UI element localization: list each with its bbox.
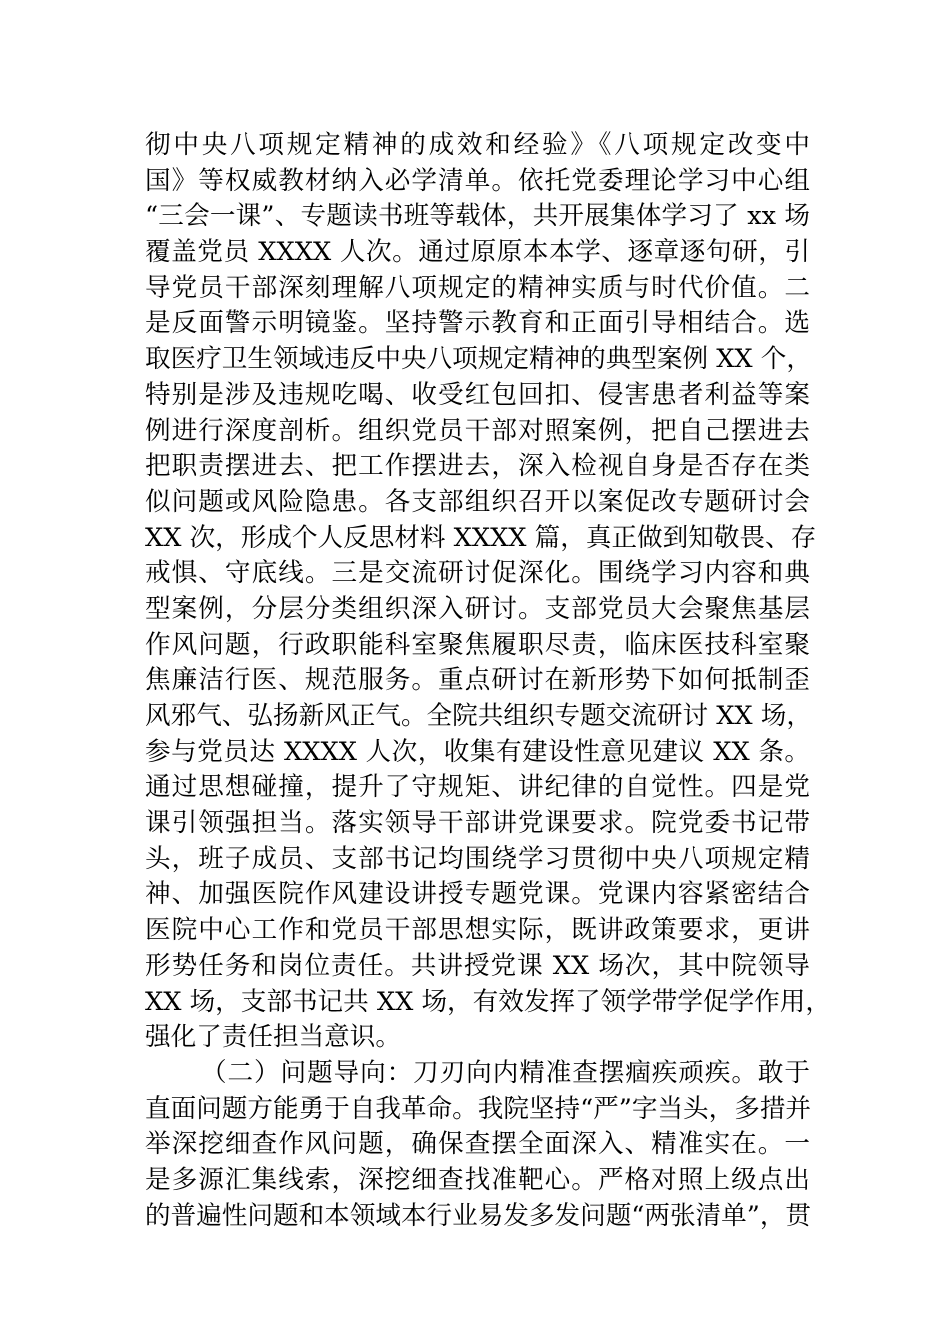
text-line: 取医疗卫生领域违反中央八项规定精神的典型案例 XX 个， xyxy=(145,344,812,375)
text-line: 直面问题方能勇于自我革命。我院坚持“严”字当头，多措并 xyxy=(145,1093,812,1124)
text-line: 头，班子成员、支部书记均围绕学习贯彻中央八项规定精 xyxy=(145,843,810,874)
text-line: 焦廉洁行医、规范服务。重点研讨在新形势下如何抵制歪 xyxy=(145,665,810,696)
text-line: 是多源汇集线索，深挖细查找准靶心。严格对照上级点出 xyxy=(145,1164,810,1195)
text-line: 把职责摆进去、把工作摆进去，深入检视自身是否存在类 xyxy=(145,451,810,482)
text-line: 例进行深度剖析。组织党员干部对照案例，把自己摆进去 xyxy=(145,415,810,446)
text-line: 作风问题，行政职能科室聚焦履职尽责，临床医技科室聚 xyxy=(145,629,810,660)
text-line: 导党员干部深刻理解八项规定的精神实质与时代价值。二 xyxy=(145,272,810,303)
text-line: 参与党员达 XXXX 人次，收集有建设性意见建议 XX 条。 xyxy=(145,736,810,767)
text-line: 覆盖党员 XXXX 人次。通过原原本本学、逐章逐句研，引 xyxy=(145,237,810,268)
text-line: 是反面警示明镜鉴。坚持警示教育和正面引导相结合。选 xyxy=(145,308,810,339)
text-line: XX 次，形成个人反思材料 XXXX 篇，真正做到知敬畏、存 xyxy=(145,522,817,553)
text-line: 戒惧、守底线。三是交流研讨促深化。围绕学习内容和典 xyxy=(145,558,810,589)
text-line: 医院中心工作和党员干部思想实际，既讲政策要求，更讲 xyxy=(145,915,810,946)
text-line: 风邪气、弘扬新风正气。全院共组织专题交流研讨 XX 场， xyxy=(145,701,812,731)
text-line: 特别是涉及违规吃喝、收受红包回扣、侵害患者利益等案 xyxy=(145,379,810,410)
body-text xyxy=(145,128,831,1234)
text-line: 的普遍性问题和本领域本行业易发多发问题“两张清单”，贯 xyxy=(145,1200,812,1231)
text-line: 似问题或风险隐患。各支部组织召开以案促改专题研讨会 xyxy=(145,486,810,517)
text-line: 形势任务和岗位责任。共讲授党课 XX 场次，其中院领导 xyxy=(145,950,810,981)
text-line: 型案例，分层分类组织深入研讨。支部党员大会聚焦基层 xyxy=(145,593,810,624)
text-line: 神、加强医院作风建设讲授专题党课。党课内容紧密结合 xyxy=(145,879,810,910)
text-line: XX 场，支部书记共 XX 场，有效发挥了领学带学促学作用， xyxy=(145,986,831,1017)
text-line: 举深挖细查作风问题，确保查摆全面深入、精准实在。一 xyxy=(145,1129,810,1160)
section-heading-line: （二）问题导向：刀刃向内精准查摆痼疾顽疾。敢于 xyxy=(201,1057,810,1088)
text-line: 彻中央八项规定精神的成效和经验》《八项规定改变中 xyxy=(145,130,810,160)
text-line: 课引领强担当。落实领导干部讲党课要求。院党委书记带 xyxy=(145,808,810,839)
text-line: “三会一课”、专题读书班等载体，共开展集体学习了 xx 场 xyxy=(145,201,810,232)
paragraph-end-line: 强化了责任担当意识。 xyxy=(145,1022,401,1053)
text-line: 国》等权威教材纳入必学清单。依托党委理论学习中心组 xyxy=(145,165,810,196)
text-line: 通过思想碰撞，提升了守规矩、讲纪律的自觉性。四是党 xyxy=(145,772,810,803)
